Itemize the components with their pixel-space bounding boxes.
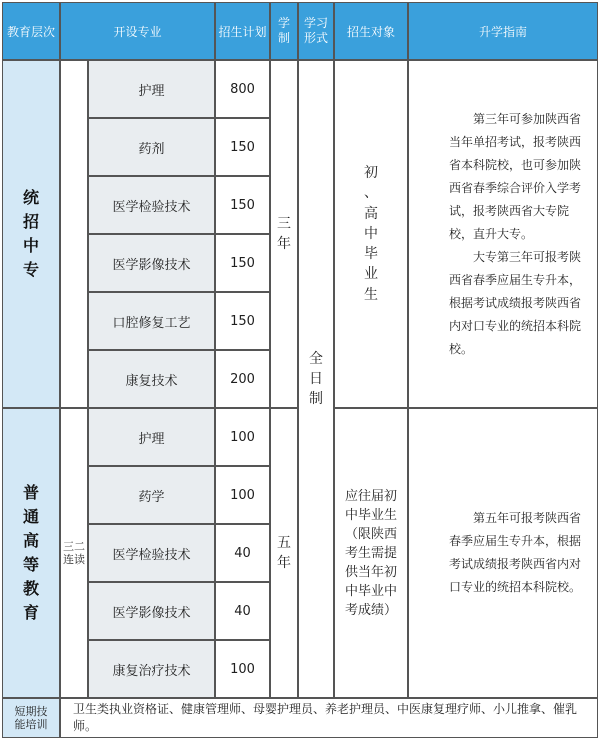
major-cell: 医学检验技术 <box>88 524 215 582</box>
level-vocational: 统 招 中 专 <box>2 60 60 408</box>
plan-cell: 150 <box>215 176 270 234</box>
guide-vocational: 第三年可参加陕西省当年单招考试，报考陕西省本科院校，也可参加陕西省春季综合评价入学考试，报考陕西省大专院校，直升大专。 大专第三年可报考陕西省春季应届生专升本，根据考试成绩报考陕西省内对口专业的统招本科院校。 <box>408 60 598 408</box>
duration-three-years: 三 年 <box>270 60 298 408</box>
duration-five-years: 五 年 <box>270 408 298 698</box>
guide-higher-education: 第五年可报考陕西省春季应届生专升本，根据考试成绩报考陕西省内对口专业的统招本科院校。 <box>408 408 598 698</box>
header-mode: 学习 形式 <box>298 2 334 60</box>
plan-cell: 150 <box>215 118 270 176</box>
header-target: 招生对象 <box>334 2 408 60</box>
plan-cell: 100 <box>215 640 270 698</box>
header-level: 教育层次 <box>2 2 60 60</box>
plan-cell: 40 <box>215 582 270 640</box>
header-major: 开设专业 <box>60 2 215 60</box>
mode-full-time: 全 日 制 <box>298 60 334 698</box>
major-cell: 药学 <box>88 466 215 524</box>
target-higher-education: 应往届初 中毕业生 （限陕西 考生需提 供当年初 中毕业中 考成绩） <box>334 408 408 698</box>
major-cell: 医学检验技术 <box>88 176 215 234</box>
major-cell: 口腔修复工艺 <box>88 292 215 350</box>
plan-cell: 40 <box>215 524 270 582</box>
short-training-courses: 卫生类执业资格证、健康管理师、母婴护理员、养老护理员、中医康复理疗师、小儿推拿、催乳师。 <box>60 698 598 738</box>
header-duration: 学 制 <box>270 2 298 60</box>
target-vocational: 初 、 高 中 毕 业 生 <box>334 60 408 408</box>
major-cell: 医学影像技术 <box>88 582 215 640</box>
vocational-sublabel-cell <box>60 60 88 408</box>
level-higher-education: 普 通 高 等 教 育 <box>2 408 60 698</box>
major-cell: 药剂 <box>88 118 215 176</box>
major-cell: 医学影像技术 <box>88 234 215 292</box>
major-cell: 康复技术 <box>88 350 215 408</box>
plan-cell: 800 <box>215 60 270 118</box>
header-guide: 升学指南 <box>408 2 598 60</box>
plan-cell: 100 <box>215 408 270 466</box>
level-short-training: 短期技 能培训 <box>2 698 60 738</box>
plan-cell: 100 <box>215 466 270 524</box>
header-plan: 招生计划 <box>215 2 270 60</box>
sublabel-three-two: 三二 连读 <box>60 408 88 698</box>
plan-cell: 150 <box>215 292 270 350</box>
plan-cell: 200 <box>215 350 270 408</box>
major-cell: 康复治疗技术 <box>88 640 215 698</box>
major-cell: 护理 <box>88 408 215 466</box>
major-cell: 护理 <box>88 60 215 118</box>
plan-cell: 150 <box>215 234 270 292</box>
